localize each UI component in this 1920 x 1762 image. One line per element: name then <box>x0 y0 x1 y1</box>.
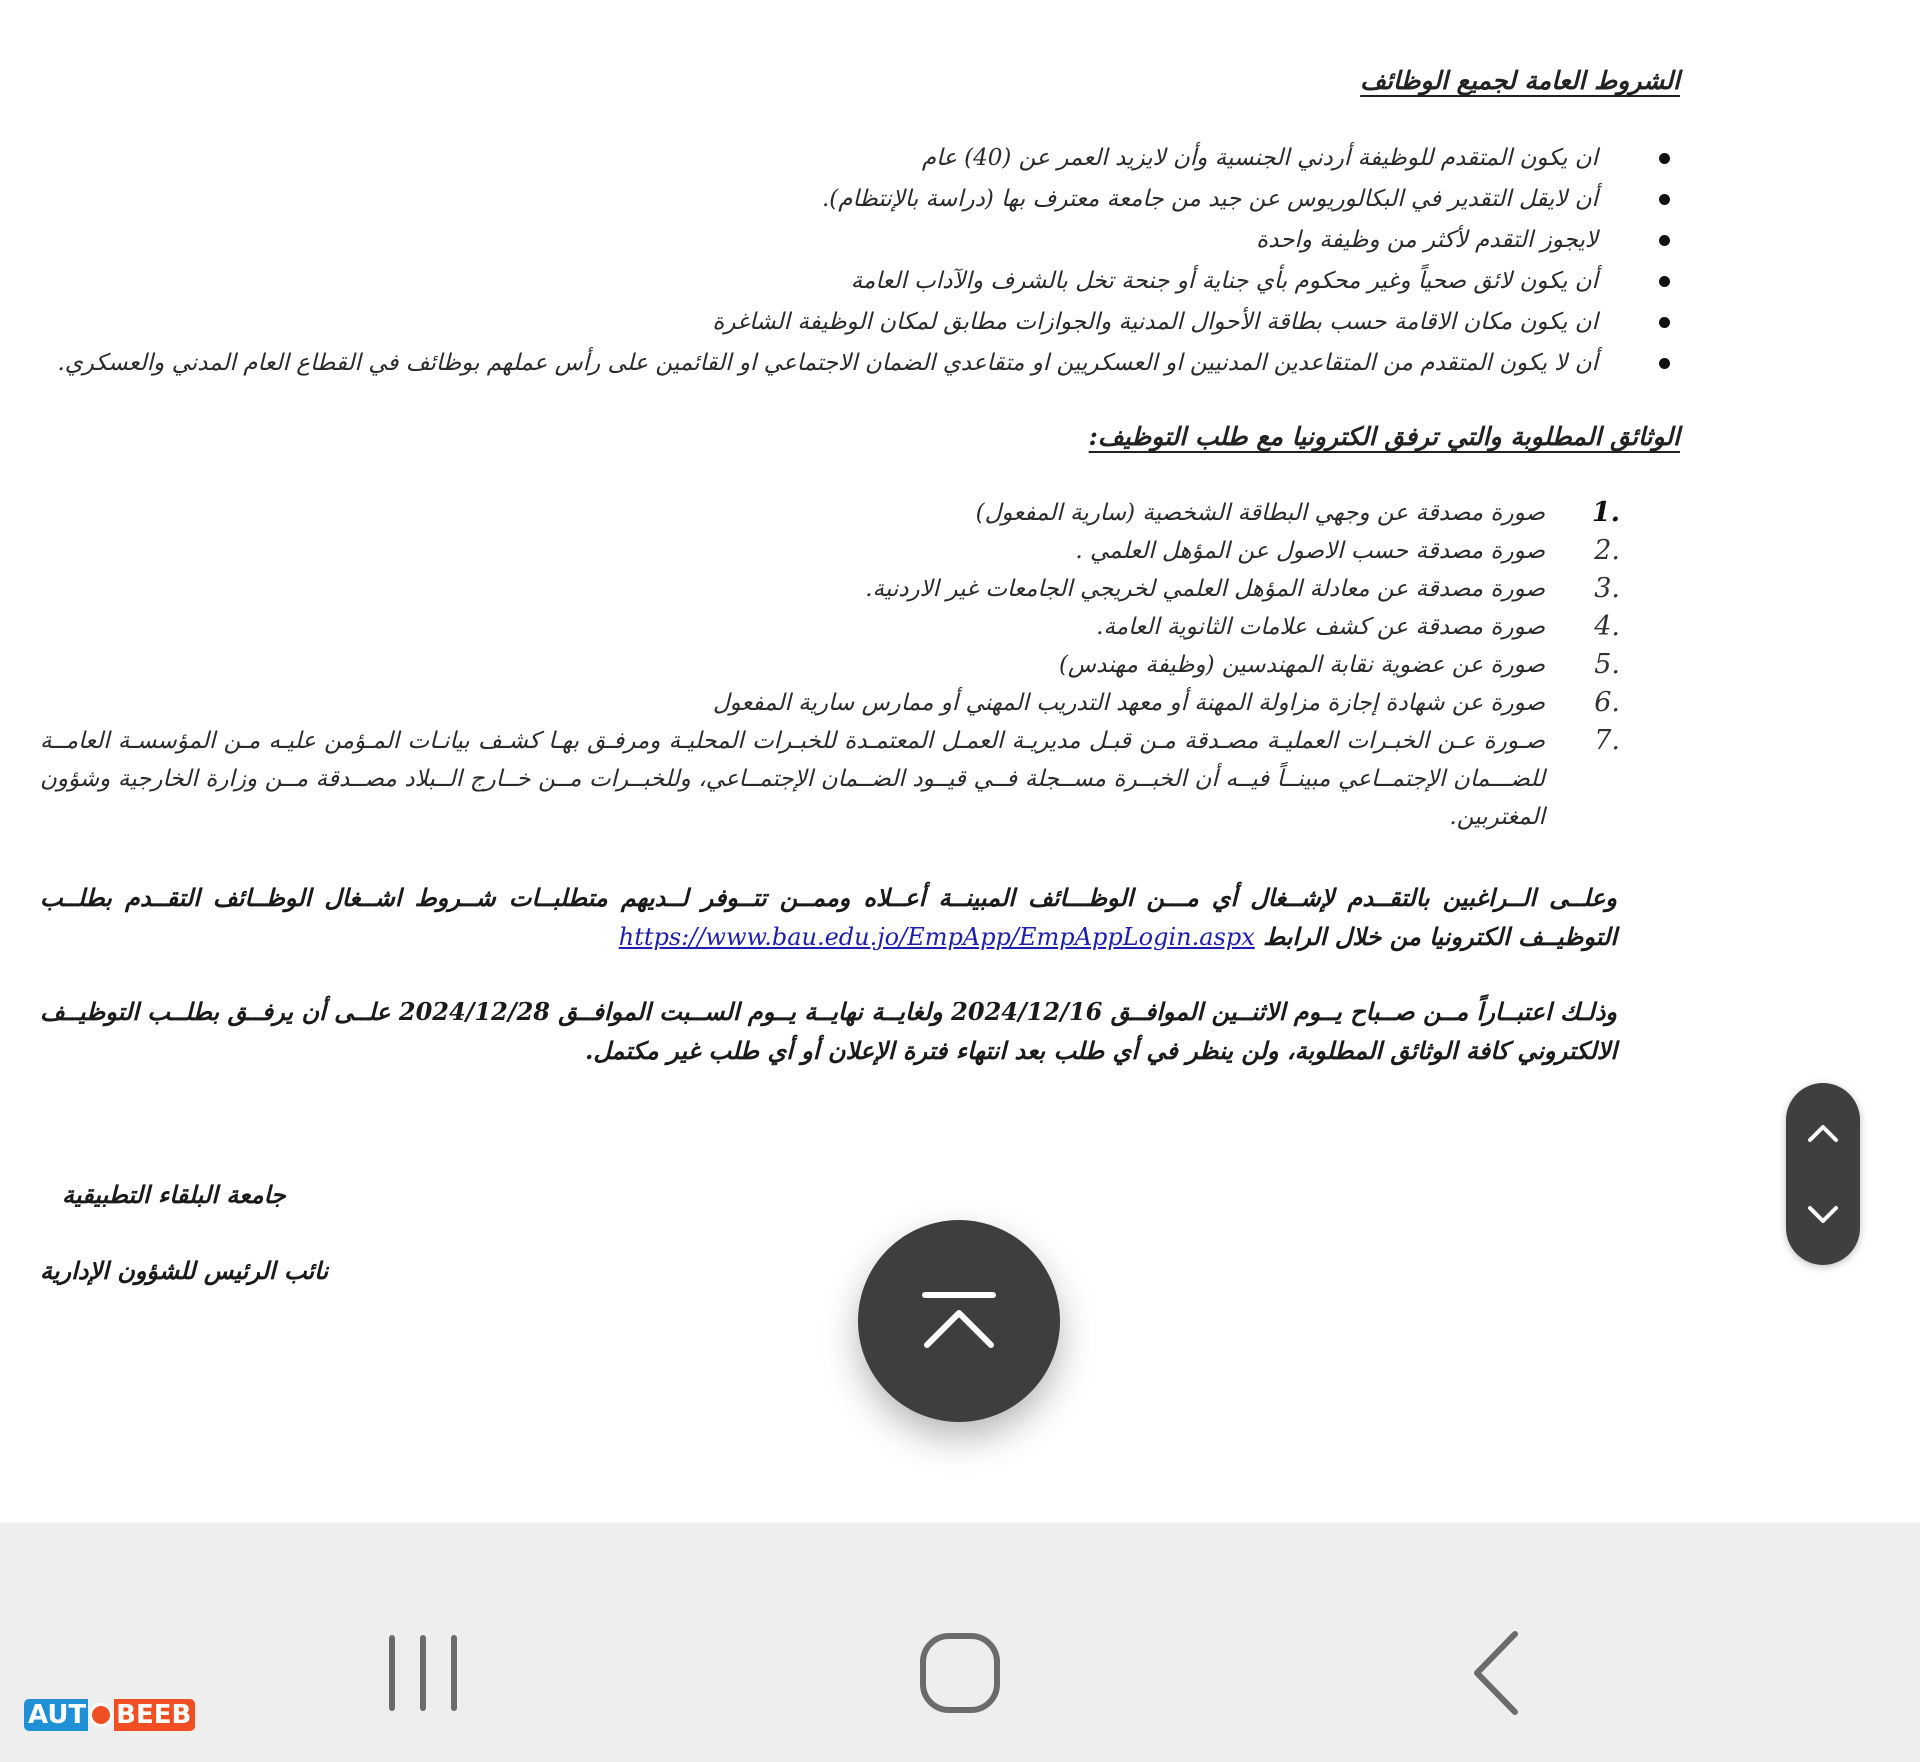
bullet-icon <box>1659 235 1670 246</box>
bullet-icon <box>1659 194 1670 205</box>
scroll-to-top-button[interactable] <box>858 1220 1060 1422</box>
list-item: 4. صورة مصدقة عن كشف علامات الثانوية العامة. <box>1096 611 1620 642</box>
application-dates: وذلـك اعتبــاراً مــن صــباح يــوم الاثنــين الموافــق 2024/12/16 ولغايــة نهايــة يــوم الســبت الموافــق 2024/12/28 علــى أن يرفــق بطلــب التوظيــف الالكتروني كافة الوثائق المطلوبة، ولن ينظر في أي طلب بعد انتهاء فترة الإعلان أو أي طلب غير مكتمل. <box>40 997 1617 1065</box>
list-item: 1. صورة مصدقة عن وجهي البطاقة الشخصية (سارية المفعول) <box>975 497 1620 528</box>
list-item: أن لايقل التقدير في البكالوريوس عن جيد من جامعة معترف بها (دراسة بالإنتظام). <box>30 179 1670 220</box>
general-conditions-heading: الشروط العامة لجميع الوظائف <box>1360 66 1680 95</box>
list-item: 3. صورة مصدقة عن معادلة المؤهل العلمي لخريجي الجامعات غير الاردنية. <box>865 573 1620 604</box>
university-name: جامعة البلقاء التطبيقية <box>62 1180 286 1209</box>
bullet-icon <box>1659 317 1670 328</box>
home-icon <box>915 1628 1005 1718</box>
home-button[interactable] <box>880 1593 1040 1753</box>
bullet-icon <box>1659 276 1670 287</box>
required-documents-heading: الوثائق المطلوبة والتي ترفق الكترونيا مع طلب التوظيف: <box>1088 422 1680 451</box>
scroll-up-button[interactable] <box>1786 1103 1860 1163</box>
list-item: 6. صورة عن شهادة إجازة مزاولة المهنة أو معهد التدريب المهني أو ممارس سارية المفعول <box>712 687 1620 718</box>
scroll-down-button[interactable] <box>1786 1185 1860 1245</box>
bullet-icon <box>1659 358 1670 369</box>
autobeeb-logo: AUT BEEB <box>24 1699 195 1731</box>
general-conditions-list <box>30 138 1670 384</box>
wheel-icon <box>89 1703 113 1727</box>
recents-icon <box>378 1628 468 1718</box>
scroll-to-top-icon <box>919 1289 999 1353</box>
back-button[interactable] <box>1418 1593 1578 1753</box>
chevron-down-icon <box>1806 1204 1840 1226</box>
list-item: لايجوز التقدم لأكثر من وظيفة واحدة <box>30 220 1670 261</box>
list-item: 5. صورة عن عضوية نقابة المهندسين (وظيفة مهندس) <box>1058 649 1620 680</box>
list-item: ان يكون المتقدم للوظيفة أردني الجنسية وأن لايزيد العمر عن (40) عام <box>30 138 1670 179</box>
list-item: ان يكون مكان الاقامة حسب بطاقة الأحوال المدنية والجوازات مطابق لمكان الوظيفة الشاغرة <box>30 302 1670 343</box>
required-documents-list <box>40 494 1620 836</box>
apply-instructions: وعلــى الــراغبين بالتقــدم لإشــغال أي مـــن الوظـــائف المبينــة أعــلاه وممــن تتــوفر لــديهم متطلبــات شــروط اشــغال الوظــائف التقــدم بطلــب التوظيــف الكترونيا من خلال الرابط https://www.bau.edu.jo/EmpApp/EmpAppLogin.aspx <box>40 883 1617 951</box>
list-item: 7. صـورة عـن الخبـرات العمليـة مصـدقة مـن قبـل مديريـة العمـل المعتمـدة للخبـرات المحليـة ومرفـق بهـا كشـف بيانـات المـؤمن عليـه مـن المؤسسـة العامــة للضـــمان الإجتمــاعي مبينــاً فيــه أن الخبــرة مســجلة فــي قيــود الضــمان الإجتمــاعي، وللخبــرات مــن خــارج الــبلاد مصــدقة مــن وزارة الخارجية وشؤون المغتربين. <box>40 725 1620 830</box>
system-navigation-bar <box>0 1523 1920 1762</box>
list-item: أن يكون لائق صحياً وغير محكوم بأي جناية أو جنحة تخل بالشرف والآداب العامة <box>30 261 1670 302</box>
list-item: 2. صورة مصدقة حسب الاصول عن المؤهل العلمي . <box>1075 535 1620 566</box>
application-link[interactable]: https://www.bau.edu.jo/EmpApp/EmpAppLogin.aspx <box>618 923 1255 951</box>
signatory-title: نائب الرئيس للشؤون الإدارية <box>40 1256 329 1285</box>
back-icon <box>1453 1628 1543 1718</box>
list-item: أن لا يكون المتقدم من المتقاعدين المدنيين او العسكريين او متقاعدي الضمان الاجتماعي او القائمين على رأس عملهم بوظائف في القطاع العام المدني والعسكري. <box>30 343 1670 384</box>
chevron-up-icon <box>1806 1122 1840 1144</box>
page-navigation-pill <box>1786 1083 1860 1265</box>
bullet-icon <box>1659 153 1670 164</box>
recents-button[interactable] <box>343 1593 503 1753</box>
